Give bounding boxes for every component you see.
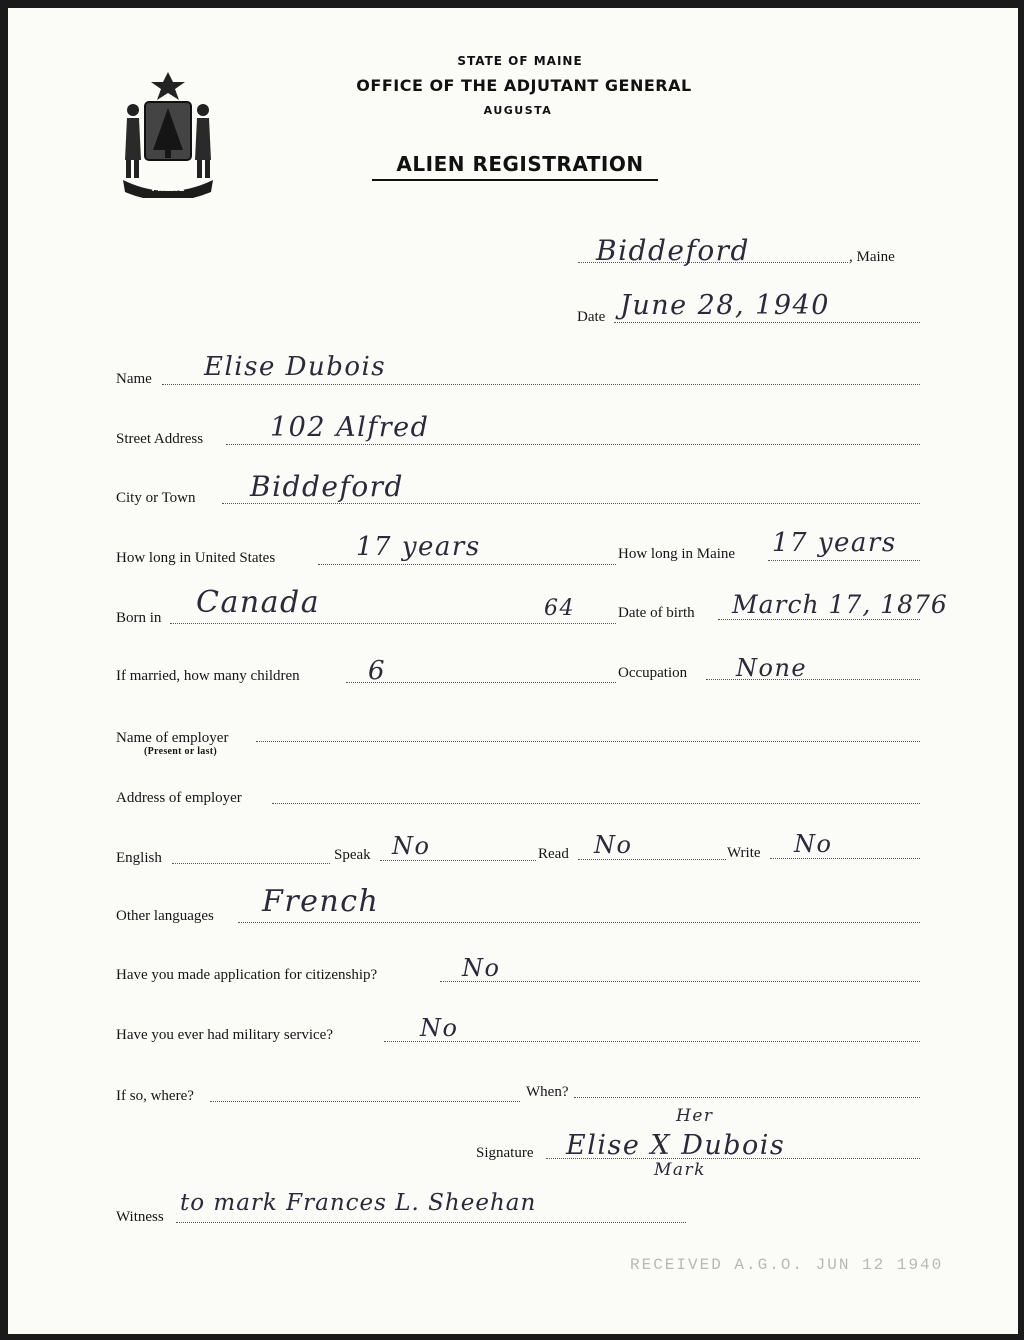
employer-label: Name of employer [116,730,229,746]
years-us-label: How long in United States [116,550,276,566]
other-languages-label: Other languages [116,908,214,924]
street-entry: 102 Alfred [270,412,430,443]
witness-line [176,1222,686,1223]
years-us-line [318,564,616,565]
employer-sublabel: (Present or last) [144,746,218,757]
years-maine-entry: 17 years [772,528,897,558]
children-label: If married, how many children [116,668,300,684]
write-line [770,858,920,859]
dob-line [718,619,920,620]
read-line [578,859,726,860]
city-entry: Biddeford [250,470,404,503]
military-line [384,1041,920,1042]
header-city: AUGUSTA [483,104,553,117]
children-line [346,682,616,683]
received-stamp: RECEIVED A.G.O. JUN 12 1940 [630,1256,944,1274]
other-languages-entry: French [262,884,380,919]
citizenship-label: Have you made application for citizenship? [116,967,378,983]
signature-her: Her [676,1106,714,1126]
place-suffix: , Maine [849,249,895,265]
dob-entry: March 17, 1876 [732,590,948,619]
name-line [162,384,920,385]
date-entry: June 28, 1940 [620,290,830,321]
citizenship-line [440,981,920,982]
header-state: STATE OF MAINE [457,54,583,68]
years-maine-label: How long in Maine [618,546,736,562]
years-us-entry: 17 years [356,532,481,562]
english-line [172,863,330,864]
age-entry: 64 [544,596,575,621]
years-maine-line [768,560,920,561]
signature-mark: Mark [654,1160,706,1180]
speak-label: Speak [334,847,371,863]
read-entry: No [594,831,633,859]
read-label: Read [538,846,569,862]
employer-address-line [272,803,920,804]
when-label: When? [526,1084,569,1100]
write-label: Write [727,845,761,861]
occupation-label: Occupation [618,665,688,681]
city-label: City or Town [116,490,196,506]
employer-line [256,741,920,742]
military-label: Have you ever had military service? [116,1027,333,1043]
header-office: OFFICE OF THE ADJUTANT GENERAL [356,76,692,95]
speak-entry: No [392,832,431,860]
occupation-entry: None [736,654,808,682]
citizenship-entry: No [462,954,501,982]
where-line [210,1101,520,1102]
witness-entry: to mark Frances L. Sheehan [180,1190,537,1216]
where-label: If so, where? [116,1088,194,1104]
form-title: ALIEN REGISTRATION [396,152,644,176]
date-line [614,322,920,323]
city-line [222,503,920,504]
born-in-entry: Canada [196,585,321,620]
seal-lettering: MAINE [151,184,185,194]
born-in-line [170,623,616,624]
title-underline [372,179,658,181]
signature-entry: Elise X Dubois [566,1130,786,1161]
place-entry: Biddeford [596,234,750,267]
children-entry: 6 [368,656,387,686]
speak-line [380,860,536,861]
other-languages-line [238,922,920,923]
military-entry: No [420,1014,459,1042]
name-entry: Elise Dubois [204,352,387,382]
dob-label: Date of birth [618,605,695,621]
when-line [574,1097,920,1098]
name-label: Name [116,371,152,387]
write-entry: No [794,830,833,858]
born-in-label: Born in [116,610,162,626]
english-label: English [116,850,162,866]
date-label: Date [577,309,606,325]
street-line [226,444,920,445]
street-label: Street Address [116,431,204,447]
employer-address-label: Address of employer [116,790,242,806]
signature-label: Signature [476,1145,534,1161]
witness-label: Witness [116,1209,164,1225]
